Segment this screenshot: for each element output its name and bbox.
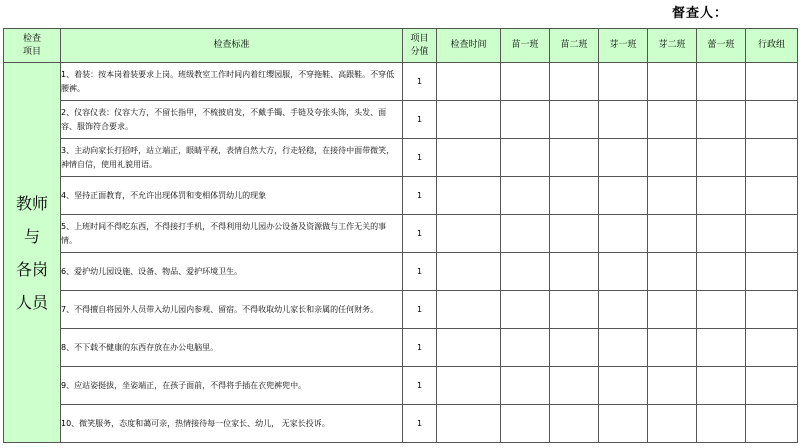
- class-score-cell[interactable]: [599, 405, 648, 443]
- header-class-2: 苗二班: [550, 29, 599, 63]
- standard-cell: 7、不得擅自将园外人员带入幼儿园内参观、留宿。不得收取幼儿家长和亲属的任何财务。: [61, 291, 403, 329]
- class-score-cell[interactable]: [550, 215, 599, 253]
- class-score-cell[interactable]: [697, 63, 746, 101]
- class-score-cell[interactable]: [599, 63, 648, 101]
- time-input-cell[interactable]: [437, 291, 501, 329]
- score-cell: 1: [403, 367, 437, 405]
- time-input-cell[interactable]: [437, 405, 501, 443]
- class-score-cell[interactable]: [550, 291, 599, 329]
- table-row: [4, 215, 798, 253]
- standard-cell: 8、不下载不健康的东西存放在办公电脑里。: [61, 329, 403, 367]
- class-score-cell[interactable]: [599, 101, 648, 139]
- standard-cell: 4、坚持正面教育，不允许出现体罚和变相体罚幼儿的现象: [61, 177, 403, 215]
- class-score-cell[interactable]: [746, 329, 798, 367]
- standard-cell: 6、爱护幼儿园设施、设备、物品、爱护环境卫生。: [61, 253, 403, 291]
- class-score-cell[interactable]: [648, 63, 697, 101]
- class-score-cell[interactable]: [501, 291, 550, 329]
- class-score-cell[interactable]: [648, 253, 697, 291]
- class-score-cell[interactable]: [697, 291, 746, 329]
- class-score-cell[interactable]: [697, 101, 746, 139]
- class-score-cell[interactable]: [746, 291, 798, 329]
- time-input-cell[interactable]: [437, 329, 501, 367]
- class-score-cell[interactable]: [501, 405, 550, 443]
- score-cell: 1: [403, 405, 437, 443]
- class-score-cell[interactable]: [648, 101, 697, 139]
- time-input-cell[interactable]: [437, 101, 501, 139]
- class-score-cell[interactable]: [599, 329, 648, 367]
- score-cell: 1: [403, 63, 437, 101]
- score-cell: 1: [403, 291, 437, 329]
- header-row: [4, 29, 798, 63]
- class-score-cell[interactable]: [550, 329, 599, 367]
- time-input-cell[interactable]: [437, 177, 501, 215]
- time-input-cell[interactable]: [437, 367, 501, 405]
- standard-cell: 5、上班时间不得吃东西，不得接打手机，不得利用幼儿园办公设备及资源做与工作无关的事情。: [61, 215, 403, 253]
- class-score-cell[interactable]: [550, 139, 599, 177]
- class-score-cell[interactable]: [501, 177, 550, 215]
- class-score-cell[interactable]: [697, 215, 746, 253]
- class-score-cell[interactable]: [648, 329, 697, 367]
- class-score-cell[interactable]: [501, 215, 550, 253]
- category-cell: 教师 与 各岗 人员: [4, 63, 61, 443]
- class-score-cell[interactable]: [599, 367, 648, 405]
- class-score-cell[interactable]: [550, 367, 599, 405]
- header-class-5: 蕾一班: [697, 29, 746, 63]
- class-score-cell[interactable]: [648, 367, 697, 405]
- class-score-cell[interactable]: [599, 291, 648, 329]
- class-score-cell[interactable]: [501, 101, 550, 139]
- table-row: [4, 101, 798, 139]
- table-row: [4, 329, 798, 367]
- header-standard: 检查标准: [61, 29, 403, 63]
- class-score-cell[interactable]: [599, 215, 648, 253]
- supervisor-label: 督查人：: [672, 6, 729, 21]
- class-score-cell[interactable]: [648, 139, 697, 177]
- class-score-cell[interactable]: [746, 139, 798, 177]
- class-score-cell[interactable]: [648, 291, 697, 329]
- table-row: [4, 253, 798, 291]
- class-score-cell[interactable]: [550, 63, 599, 101]
- class-score-cell[interactable]: [599, 139, 648, 177]
- class-score-cell[interactable]: [746, 253, 798, 291]
- standard-cell: 3、主动向家长打招呼，站立端正，眼睛平视，表情自然大方，行走轻稳，在接待中面带微笑，神情自信，使用礼貌用语。: [61, 139, 403, 177]
- time-input-cell[interactable]: [437, 215, 501, 253]
- standard-cell: 2、仪容仪表：仪容大方，不留长指甲，不梳披肩发，不戴手镯、手链及夸张头饰，头发、面容、服饰符合要求。: [61, 101, 403, 139]
- class-score-cell[interactable]: [550, 253, 599, 291]
- class-score-cell[interactable]: [697, 177, 746, 215]
- header-time: 检查时间: [437, 29, 501, 63]
- class-score-cell[interactable]: [697, 139, 746, 177]
- score-cell: 1: [403, 139, 437, 177]
- table-row: [4, 139, 798, 177]
- class-score-cell[interactable]: [746, 177, 798, 215]
- class-score-cell[interactable]: [501, 329, 550, 367]
- inspection-table: [3, 28, 798, 443]
- score-cell: 1: [403, 329, 437, 367]
- time-input-cell[interactable]: [437, 63, 501, 101]
- header-class-6: 行政组: [746, 29, 798, 63]
- standard-cell: 9、应站姿挺拔，坐姿端正，在孩子面前，不得将手插在衣兜裤兜中。: [61, 367, 403, 405]
- class-score-cell[interactable]: [501, 139, 550, 177]
- time-input-cell[interactable]: [437, 139, 501, 177]
- class-score-cell[interactable]: [550, 405, 599, 443]
- class-score-cell[interactable]: [501, 63, 550, 101]
- class-score-cell[interactable]: [648, 405, 697, 443]
- class-score-cell[interactable]: [550, 177, 599, 215]
- standard-cell: 1、着装：按本岗着装要求上岗。班级教室工作时间内着红缨园服，不穿拖鞋、高跟鞋。不穿低腰裤。: [61, 63, 403, 101]
- class-score-cell[interactable]: [550, 101, 599, 139]
- score-cell: 1: [403, 177, 437, 215]
- table-row: [4, 63, 798, 101]
- class-score-cell[interactable]: [501, 367, 550, 405]
- class-score-cell[interactable]: [599, 177, 648, 215]
- table-row: [4, 367, 798, 405]
- score-cell: 1: [403, 215, 437, 253]
- header-class-1: 苗一班: [501, 29, 550, 63]
- class-score-cell[interactable]: [697, 253, 746, 291]
- class-score-cell[interactable]: [746, 215, 798, 253]
- table-row: [4, 405, 798, 443]
- class-score-cell[interactable]: [599, 253, 648, 291]
- table-row: [4, 291, 798, 329]
- score-cell: 1: [403, 253, 437, 291]
- class-score-cell[interactable]: [746, 101, 798, 139]
- class-score-cell[interactable]: [648, 215, 697, 253]
- class-score-cell[interactable]: [648, 177, 697, 215]
- time-input-cell[interactable]: [437, 253, 501, 291]
- header-category: 检查 项目: [4, 29, 61, 63]
- header-class-4: 芽二班: [648, 29, 697, 63]
- class-score-cell[interactable]: [697, 367, 746, 405]
- header-class-3: 芽一班: [599, 29, 648, 63]
- class-score-cell[interactable]: [746, 405, 798, 443]
- score-cell: 1: [403, 101, 437, 139]
- standard-cell: 10、微笑服务，态度和蔼可亲，热情接待每一位家长、幼儿， 无家长投诉。: [61, 405, 403, 443]
- class-score-cell[interactable]: [501, 253, 550, 291]
- class-score-cell[interactable]: [697, 405, 746, 443]
- header-score: 项目 分值: [403, 29, 437, 63]
- class-score-cell[interactable]: [746, 367, 798, 405]
- table-row: [4, 177, 798, 215]
- class-score-cell[interactable]: [697, 329, 746, 367]
- class-score-cell[interactable]: [746, 63, 798, 101]
